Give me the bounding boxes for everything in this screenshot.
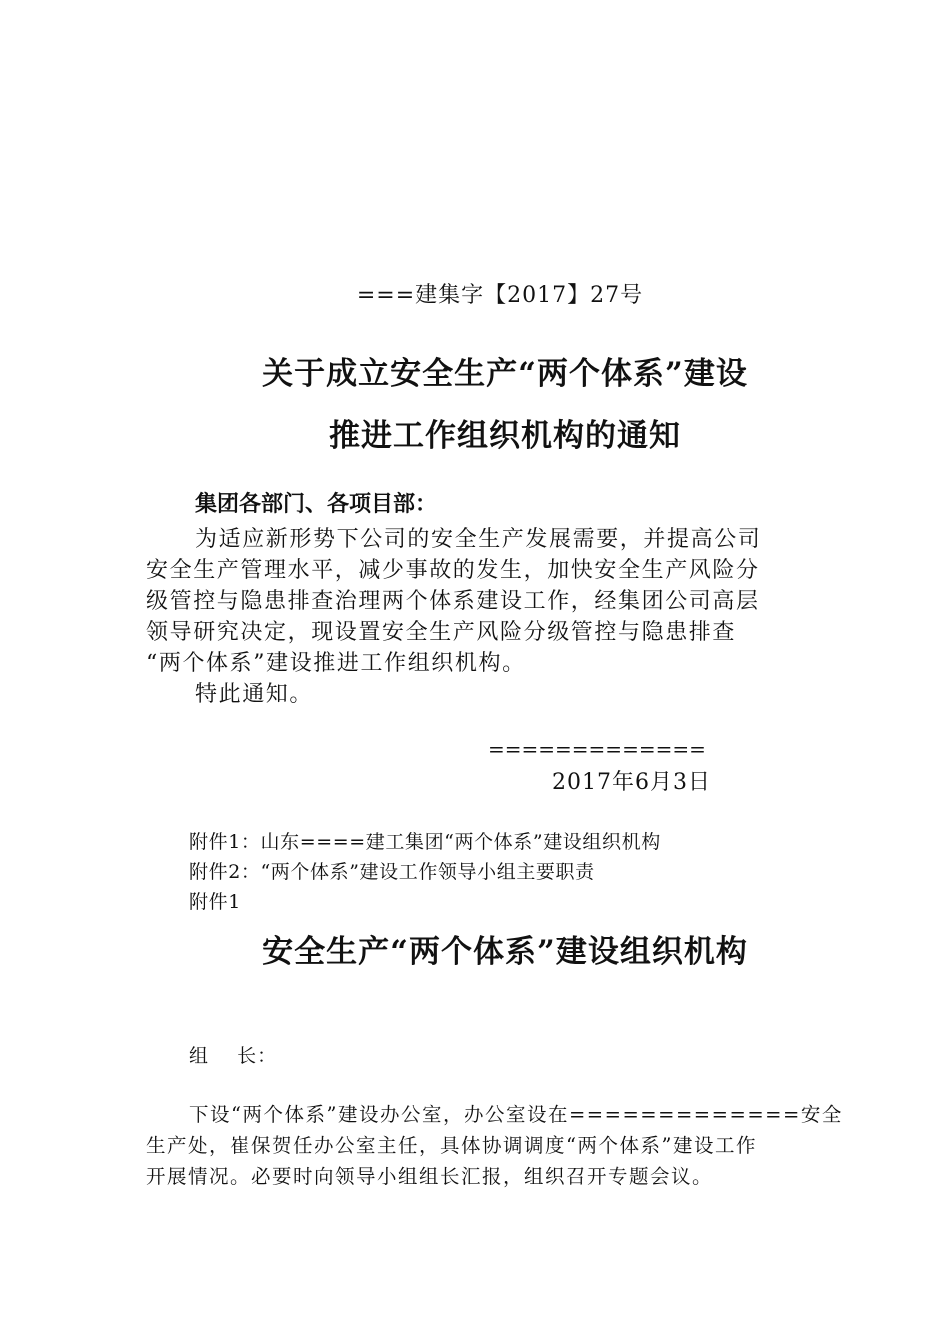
office-paragraph-line: 下设“两个体系”建设办公室，办公室设在=============安全 [189, 1103, 843, 1126]
closing-text: 特此通知。 [195, 682, 314, 707]
document-number: ===建集字【2017】27号 [356, 283, 644, 308]
body-paragraph-line: “两个体系”建设推进工作组织机构。 [146, 651, 526, 676]
leader-label: 组 长： [189, 1045, 278, 1067]
body-paragraph-line: 领导研究决定，现设置安全生产风险分级管控与隐患排查 [146, 620, 737, 645]
notice-title-line-2: 推进工作组织机构的通知 [329, 418, 681, 454]
office-paragraph-line: 开展情况。必要时向领导小组组长汇报，组织召开专题会议。 [146, 1165, 714, 1188]
notice-title-line-1: 关于成立安全生产“两个体系”建设 [262, 356, 748, 392]
body-paragraph-line: 为适应新形势下公司的安全生产发展需要，并提高公司 [195, 527, 762, 552]
section-title: 安全生产“两个体系”建设组织机构 [262, 934, 748, 970]
signature-issuer: ============= [488, 737, 706, 761]
attachment-header: 附件1 [189, 891, 241, 913]
body-paragraph-line: 安全生产管理水平，减少事故的发生，加快安全生产风险分 [146, 558, 760, 583]
office-paragraph-line: 生产处，崔保贺任办公室主任，具体协调调度“两个体系”建设工作 [146, 1134, 757, 1157]
attachment-item-2: 附件2：“两个体系”建设工作领导小组主要职责 [189, 861, 595, 883]
salutation: 集团各部门、各项目部： [195, 491, 438, 517]
body-paragraph-line: 级管控与隐患排查治理两个体系建设工作，经集团公司高层 [146, 589, 760, 614]
attachment-item-1: 附件1：山东====建工集团“两个体系”建设组织机构 [189, 831, 661, 853]
signature-date: 2017年6月3日 [552, 770, 711, 795]
